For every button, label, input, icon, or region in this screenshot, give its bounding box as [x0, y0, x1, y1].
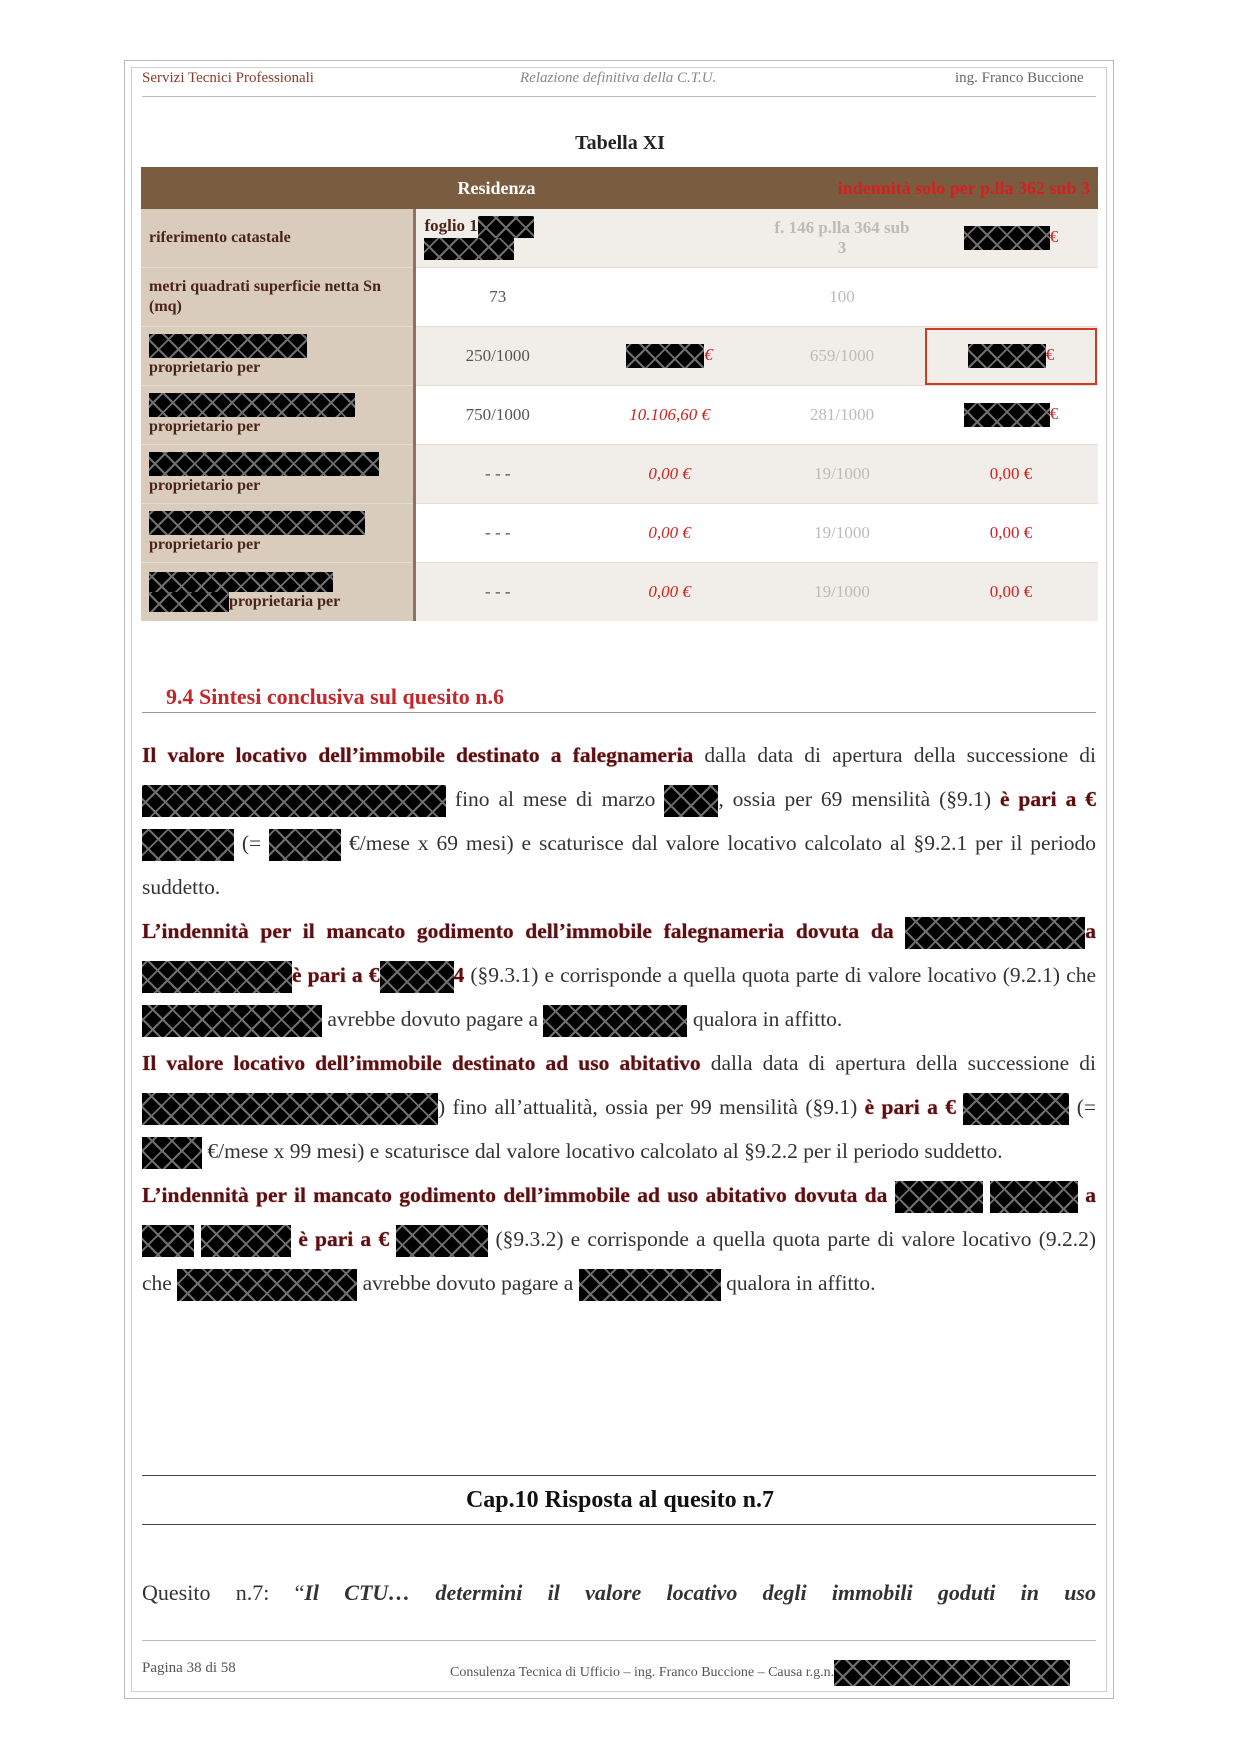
bold-phrase: è pari a €	[298, 1227, 390, 1251]
redaction	[543, 1005, 687, 1037]
row-label	[141, 445, 415, 504]
cell-quota-2: 281/1000	[760, 386, 924, 445]
paragraph	[142, 733, 1096, 909]
redaction	[142, 1005, 322, 1037]
text: qualora in affitto.	[720, 1271, 876, 1295]
row-label	[141, 386, 415, 445]
paragraph	[142, 1173, 1096, 1305]
bold-phrase: a	[1085, 919, 1096, 943]
cell-value	[579, 327, 760, 386]
cell-value	[924, 209, 1098, 268]
cell-value: 0,00 €	[924, 563, 1098, 622]
redaction	[149, 452, 379, 476]
redaction	[269, 829, 341, 861]
row-label-text: proprietario per	[149, 536, 261, 553]
table-row	[141, 209, 1098, 268]
redaction	[149, 334, 307, 358]
text: qualora in affitto.	[687, 1007, 843, 1031]
table-head-left: Residenza	[141, 167, 760, 209]
redaction	[142, 829, 234, 861]
table-row	[141, 386, 1098, 445]
cell-sqm: 73	[415, 268, 579, 327]
row-label-text: proprietaria per	[229, 593, 341, 610]
foglio-text: foglio 1	[424, 215, 478, 235]
cell-value: 0,00 €	[924, 504, 1098, 563]
quesito-line	[142, 1580, 1096, 1606]
text: , ossia per 69 mensilità (§9.1)	[718, 787, 1000, 811]
chapter-title: Cap.10 Risposta al quesito n.7	[465, 1487, 775, 1513]
text: (=	[234, 831, 270, 855]
redaction	[396, 1225, 488, 1257]
redaction	[963, 1093, 1069, 1125]
redaction	[142, 961, 292, 993]
cell-empty	[579, 268, 760, 327]
redaction	[968, 344, 1046, 368]
row-label-text: proprietario per	[149, 477, 261, 494]
header-center: Relazione definitiva della C.T.U.	[520, 70, 717, 86]
redaction	[834, 1660, 1070, 1686]
cell-empty	[579, 209, 760, 268]
cell-value: 10.106,60 €	[579, 386, 760, 445]
cell-quota-2: 19/1000	[760, 504, 924, 563]
bold-phrase: Il valore locativo dell’immobile destinato a falegnameria	[142, 743, 694, 767]
euro-sign: €	[1045, 344, 1055, 364]
redaction	[142, 1137, 202, 1169]
redaction	[149, 393, 355, 417]
redaction	[964, 403, 1050, 427]
euro-sign: €	[704, 344, 713, 364]
footer-right	[450, 1660, 1070, 1686]
paragraph	[142, 1041, 1096, 1173]
redaction	[964, 226, 1050, 250]
chapter-rule-bottom	[142, 1524, 1096, 1525]
bold-phrase: a	[1077, 1183, 1097, 1207]
header-left: Servizi Tecnici Professionali	[142, 70, 314, 86]
bold-phrase: è pari a €	[292, 963, 380, 987]
redaction	[626, 344, 704, 368]
euro-sign: €	[1049, 403, 1059, 423]
row-label: riferimento catastale	[141, 209, 415, 268]
redaction	[142, 1225, 194, 1257]
footer-right-text: Consulenza Tecnica di Ufficio – ing. Franco Buccione – Causa r.g.n.	[450, 1665, 835, 1681]
cell-quota-2: 19/1000	[760, 563, 924, 622]
cell-ref: f. 146 p.lla 364 sub 3	[760, 209, 924, 268]
text: €/mese x 69 mesi) e scaturisce dal valore locativo calcolato al §9.2.1 per il periodo suddetto.	[142, 831, 1096, 899]
text: avrebbe dovuto pagare a	[322, 1007, 544, 1031]
redaction	[149, 592, 229, 612]
cell-quota-2: 19/1000	[760, 445, 924, 504]
text: dalla data di apertura della successione di	[693, 743, 1096, 767]
table-head-right: indennità solo per p.lla 362 sub 3	[760, 167, 1098, 209]
row-label-text: proprietario per	[149, 359, 261, 376]
section-heading: 9.4 Sintesi conclusiva sul quesito n.6	[166, 684, 505, 709]
redaction	[664, 785, 718, 817]
euro-sign: €	[1049, 226, 1059, 246]
cell-value-highlighted	[924, 327, 1098, 386]
bold-phrase: è pari a €	[999, 787, 1096, 811]
cell-value: 0,00 €	[579, 563, 760, 622]
table-row	[141, 327, 1098, 386]
table-row	[141, 563, 1098, 622]
quesito-lead: Quesito n.7: “	[142, 1580, 305, 1605]
cell-quota: - - -	[415, 563, 579, 622]
bold-phrase: L’indennità per il mancato godimento dell’immobile ad uso abitativo dovuta da	[142, 1183, 895, 1207]
text: (§9.3.2) e corrisponde a quella quota parte di valore locativo (9.2.2) che	[142, 1227, 1097, 1295]
cell-quota-2: 659/1000	[760, 327, 924, 386]
table-row	[141, 268, 1098, 327]
redaction	[149, 511, 365, 535]
cell-value: 0,00 €	[579, 445, 760, 504]
text: ) fino all’attualità, ossia per 99 mensilità (§9.1)	[438, 1095, 865, 1119]
bold-phrase: Il valore locativo dell’immobile destinato ad uso abitativo	[142, 1051, 701, 1075]
redaction	[380, 961, 454, 993]
cell-quota: 250/1000	[415, 327, 579, 386]
cell-quota: 750/1000	[415, 386, 579, 445]
redaction	[990, 1181, 1078, 1213]
row-label	[141, 563, 415, 622]
redaction	[177, 1269, 357, 1301]
redaction	[579, 1269, 721, 1301]
table-header-row	[141, 167, 1098, 209]
redaction	[201, 1225, 291, 1257]
text: fino al mese di marzo	[446, 787, 665, 811]
redaction	[142, 785, 446, 817]
redaction	[424, 238, 514, 260]
cell-value: 0,00 €	[579, 504, 760, 563]
header-rule	[142, 96, 1096, 97]
header-right: ing. Franco Buccione	[955, 70, 1084, 86]
row-label	[141, 327, 415, 386]
row-label	[141, 504, 415, 563]
footer-rule	[142, 1640, 1096, 1641]
table-caption: Tabella XI	[575, 132, 665, 154]
cell-quota: - - -	[415, 445, 579, 504]
tabella-xi	[141, 167, 1098, 621]
row-label: metri quadrati superficie netta Sn (mq)	[141, 268, 415, 327]
text: dalla data di apertura della successione di	[700, 1051, 1096, 1075]
cell-quota: - - -	[415, 504, 579, 563]
redaction	[895, 1181, 983, 1213]
row-label-text: proprietario per	[149, 418, 261, 435]
text: (=	[1069, 1095, 1096, 1119]
redaction	[478, 216, 534, 238]
redaction	[149, 572, 333, 592]
cell-value: 0,00 €	[924, 445, 1098, 504]
redaction	[905, 917, 1085, 949]
redaction	[142, 1093, 438, 1125]
footer-page-number: Pagina 38 di 58	[142, 1660, 236, 1676]
bold-phrase: 4	[453, 963, 465, 987]
text: avrebbe dovuto pagare a	[357, 1271, 579, 1295]
text: €/mese x 99 mesi) e scaturisce dal valore locativo calcolato al §9.2.2 per il periodo suddetto.	[202, 1139, 1003, 1163]
cell-empty	[924, 268, 1098, 327]
text: (§9.3.1) e corrisponde a quella quota parte di valore locativo (9.2.1) che	[464, 963, 1096, 987]
cell-value	[924, 386, 1098, 445]
cell-sqm-2: 100	[760, 268, 924, 327]
table-row	[141, 504, 1098, 563]
cell-foglio	[415, 209, 579, 268]
bold-phrase: è pari a €	[864, 1095, 956, 1119]
body-text	[142, 733, 1096, 1305]
chapter-rule-top	[142, 1475, 1096, 1476]
bold-phrase: L’indennità per il mancato godimento dell’immobile falegnameria dovuta da	[142, 919, 906, 943]
paragraph	[142, 909, 1096, 1041]
table-row	[141, 445, 1098, 504]
section-rule	[142, 712, 1096, 713]
quesito-text: Il CTU… determini il valore locativo degli immobili goduti in uso	[304, 1580, 1096, 1605]
